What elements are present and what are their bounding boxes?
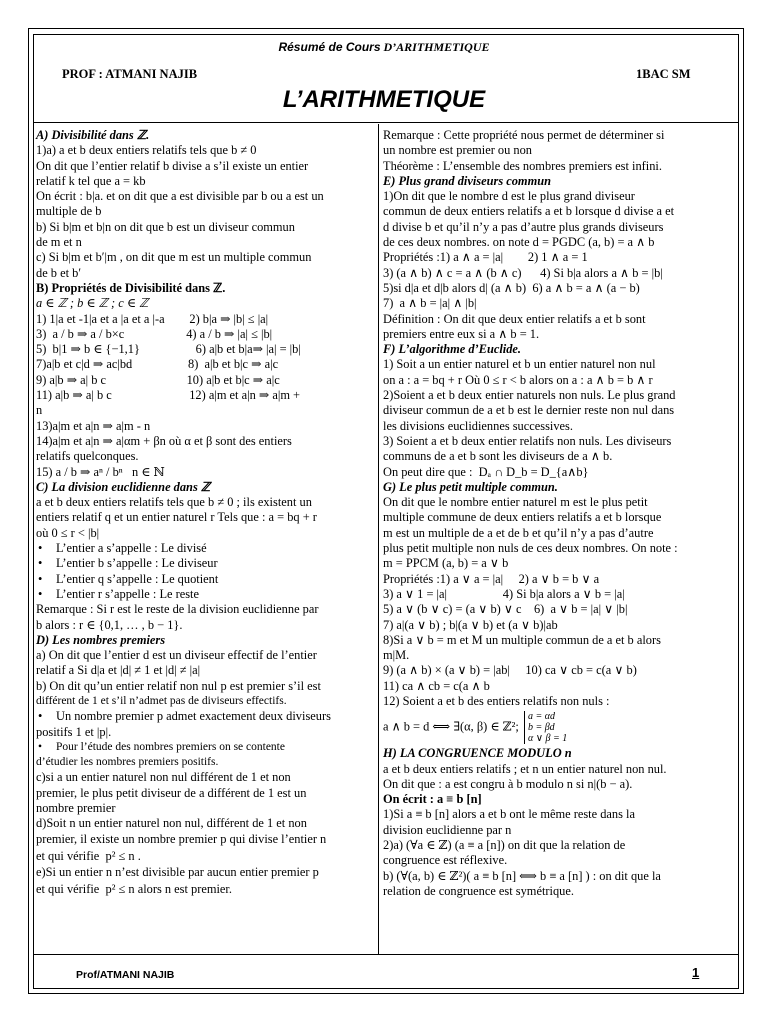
text-line: premier, il existe un nombre premier p qui divise l’entier n: [36, 831, 327, 846]
section-heading: A) Divisibilité dans ℤ.: [36, 128, 150, 142]
text-line: n: [36, 403, 43, 418]
teacher-name: PROF : ATMANI NAJIB: [62, 67, 198, 81]
section-heading: H) LA CONGRUENCE MODULO n: [383, 746, 572, 761]
property-line: Propriétés :1) a ∧ a = |a| 2) 1 ∧ a = 1: [383, 250, 588, 265]
system-line: [383, 711, 734, 744]
text-line: d divise b et qu’il n’y a pas d’autre plus grands diviseurs: [383, 219, 664, 234]
section-heading: E) Plus grand diviseurs commun: [383, 173, 551, 188]
remark-line: Remarque : Cette propriété nous permet de déterminer si: [383, 128, 665, 142]
text-line: 1)a) a et b deux entiers relatifs tels que b ≠ 0: [36, 143, 257, 158]
column-divider: [378, 124, 379, 954]
property-line: 11) a|b ⇒ a| b c 12) a|m et a|n ⇒ a|m +: [36, 388, 301, 403]
text-line: e)Si un entier n n’est divisible par aucun entier premier p: [36, 864, 319, 879]
text-line: 2)Soient a et b deux entier naturels non nuls. Le plus grand: [383, 388, 676, 403]
text-line: division euclidienne par n: [383, 822, 512, 837]
text-line: On dit que le nombre entier naturel m est le plus petit: [383, 495, 648, 510]
list-item: • L’entier a s’appelle : Le divisé: [36, 541, 374, 556]
text-line: nombre premier: [36, 801, 116, 816]
text-line: on a : a = bq + r Où 0 ≤ r < b alors on a : a ∧ b = b ∧ r: [383, 372, 653, 387]
text-line: On écrit : b|a. et on dit que a est divisible par b ou a est un: [36, 189, 324, 204]
property-line: 14)a|m et a|n ⇒ a|αm + βn où α et β sont des entiers: [36, 433, 292, 448]
text-line: m|M.: [383, 648, 410, 663]
text-line: de b et b′: [36, 265, 82, 280]
property-line: 7) a|(a ∨ b) ; b|(a ∨ b) et (a ∨ b)|ab: [383, 617, 558, 632]
list-item: • L’entier r s’appelle : Le reste: [36, 587, 374, 602]
text-line: commun de deux entiers relatifs a et b lorsque d divise a et: [383, 204, 675, 219]
right-column: [383, 128, 734, 899]
equation-system: [524, 711, 567, 744]
property-line: 1) 1|a et -1|a et a |a et a |-a 2) b|a ⇒ |b| ≤ |a|: [36, 311, 269, 326]
property-line: Propriétés :1) a ∨ a = |a| 2) a ∨ b = b ∨ a: [383, 571, 600, 586]
property-line: 5) a ∨ (b ∨ c) = (a ∨ b) ∨ c 6) a ∨ b = |a| ∨ |b|: [383, 602, 628, 617]
formula-line: On peut dire que : Dₐ ∩ D_b = D_{a∧b}: [383, 464, 589, 479]
property-line: 7) a ∧ b = |a| ∧ |b|: [383, 296, 477, 311]
gcd-equivalence: a ∧ b = d ⟺ ∃(α, β) ∈ ℤ²;: [383, 719, 519, 734]
text-line: relation de congruence est symétrique.: [383, 883, 574, 898]
list-item: • Un nombre premier p admet exactement deux diviseurs: [36, 709, 374, 724]
text-line: b) Si b|m et b|n on dit que b est un diviseur commun: [36, 219, 295, 234]
text-line: a et b deux entiers relatifs ; et n un entier naturel non nul.: [383, 761, 667, 776]
text-line: un nombre est premier ou non: [383, 143, 532, 158]
text-line: et qui vérifie p² ≤ n .: [36, 848, 141, 863]
text-line: les divisions euclidiennes successives.: [383, 418, 573, 433]
text-line: a et b deux entiers relatifs tels que b ≠ 0 ; ils existent un: [36, 495, 312, 510]
text-line: m est un multiple de a et de b et qu’il n’y a pas d’autre: [383, 525, 654, 540]
text-line: relatif k tel que a = kb: [36, 173, 146, 188]
header-divider: [33, 122, 739, 123]
text-line: 1)On dit que le nombre d est le plus grand diviseur: [383, 189, 635, 204]
page-number: 1: [692, 965, 700, 980]
text-line: communs de a et b sont les diviseurs de a ∧ b.: [383, 449, 613, 464]
text-line: de ces deux nombres. on note d = PGDC (a, b) = a ∧ b: [383, 235, 655, 250]
left-column: [36, 128, 374, 898]
text-line: premiers entre eux si a ∧ b = 1.: [383, 326, 540, 341]
text-line: d’étudier les nombres premiers positifs.: [36, 756, 219, 769]
text-line: diviseur commun de a et b est le dernier reste non nul dans: [383, 403, 675, 418]
text-line: m = PPCM (a, b) = a ∨ b: [383, 556, 509, 571]
text-line: 8)Si a ∨ b = m et M un multiple commun de a et b alors: [383, 632, 661, 647]
footer-author: Prof/ATMANI NAJIB: [76, 969, 175, 981]
text-line: positifs 1 et |p|.: [36, 724, 112, 739]
text-line: c)si a un entier naturel non nul différent de 1 et non: [36, 770, 291, 785]
section-heading: D) Les nombres premiers: [36, 632, 166, 647]
section-heading: B) Propriétés de Divisibilité dans ℤ.: [36, 280, 226, 295]
property-line: 11) ca ∧ cb = c(a ∧ b: [383, 678, 490, 693]
property-line: 3) a / b ⇒ a / b×c 4) a / b ⇒ |a| ≤ |b|: [36, 326, 273, 341]
text-line: On dit que l’entier relatif b divise a s’il existe un entier: [36, 158, 309, 173]
text-line: entiers relatif q et un entier naturel r Tels que : a = bq + r: [36, 510, 317, 525]
text-line: On écrit : a ≡ b [n]: [383, 792, 482, 807]
text-line: et qui vérifie p² ≤ n alors n est premier.: [36, 882, 232, 897]
class-level: 1BAC SM: [636, 67, 691, 81]
text-line: premier, le plus petit diviseur de a différent de 1 est un: [36, 785, 307, 800]
text-line: où 0 ≤ r < |b|: [36, 525, 100, 540]
text-line: b alors : r ∈ {0,1, … , b − 1}.: [36, 617, 183, 632]
text-line: c) Si b|m et b′|m , on dit que m est un multiple commun: [36, 250, 312, 265]
property-line: 3) (a ∧ b) ∧ c = a ∧ (b ∧ c) 4) Si b|a alors a ∧ b = |b|: [383, 265, 663, 280]
property-line: 9) a|b ⇒ a| b c 10) a|b et b|c ⇒ a|c: [36, 372, 280, 387]
text-line: plus petit multiple non nuls de ces deux nombres. On note :: [383, 541, 678, 556]
property-line: 15) a / b ⇒ aⁿ / bⁿ n ∈ ℕ: [36, 464, 165, 479]
text-line: multiple de b: [36, 204, 102, 219]
list-item: • L’entier b s’appelle : Le diviseur: [36, 556, 374, 571]
section-heading: C) La division euclidienne dans ℤ: [36, 479, 211, 494]
formula-line: a ∈ ℤ ; b ∈ ℤ ; c ∈ ℤ: [36, 296, 149, 311]
text-line: d)Soit n un entier naturel non nul, différent de 1 et non: [36, 816, 307, 831]
system-row: α ∨ β = 1: [527, 733, 568, 745]
remark-line: Remarque : Si r est le reste de la division euclidienne par: [36, 602, 319, 617]
text-line: 12) Soient a et b des entiers relatifs non nuls :: [383, 693, 610, 708]
text-line: relatif a Si d|a et |d| ≠ 1 et |d| ≠ |a|: [36, 663, 201, 678]
text-line: 1)Si a ≡ b [n] alors a et b ont le même reste dans la: [383, 807, 635, 822]
definition-line: Définition : On dit que deux entier relatifs a et b sont: [383, 311, 646, 326]
footer-divider: [33, 954, 739, 955]
text-line: On dit que : a est congru à b modulo n si n|(b − a).: [383, 776, 633, 791]
property-line: 5) b|1 ⇒ b ∈ {−1,1} 6) a|b et b|a⇒ |a| = |b|: [36, 342, 301, 357]
text-line: a) On dit que l’entier d est un diviseur effectif de l’entier: [36, 648, 317, 663]
system-row: a = αd: [527, 711, 555, 723]
list-item: • L’entier q s’appelle : Le quotient: [36, 572, 374, 587]
property-line: 9) (a ∧ b) × (a ∨ b) = |ab| 10) ca ∨ cb = c(a ∨ b): [383, 663, 637, 678]
text-line: différent de 1 et s’il n’admet pas de diviseurs effectifs.: [36, 694, 287, 707]
section-heading: G) Le plus petit multiple commun.: [383, 479, 558, 494]
section-heading: F) L’algorithme d’Euclide.: [383, 342, 522, 357]
text-line: 2)a) (∀a ∈ ℤ) (a ≡ a [n]) on dit que la relation de: [383, 838, 626, 853]
property-line: 7)a|b et c|d ⇒ ac|bd 8) a|b et b|c ⇒ a|c: [36, 357, 279, 372]
text-line: de m et n: [36, 235, 82, 250]
page-title: L’ARITHMETIQUE: [282, 86, 486, 113]
list-item: • Pour l’étude des nombres premiers on se contente: [36, 740, 374, 755]
property-line: 3) a ∨ 1 = |a| 4) Si b|a alors a ∨ b = |a|: [383, 586, 625, 601]
text-line: multiple commune de deux entiers relatifs a et b lorsque: [383, 510, 662, 525]
text-line: 3) Soient a et b deux entier relatifs non nuls. Les diviseurs: [383, 433, 672, 448]
property-line: 5)si d|a et d|b alors d| (a ∧ b) 6) a ∧ b = a ∧ (a − b): [383, 280, 640, 295]
text-line: b) On dit qu’un entier relatif non nul p est premier s’il est: [36, 678, 321, 693]
text-line: relatifs quelconques.: [36, 449, 139, 464]
theorem-line: Théorème : L’ensemble des nombres premiers est infini.: [383, 158, 662, 173]
property-line: 13)a|m et a|n ⇒ a|m - n: [36, 418, 151, 433]
text-line: congruence est réflexive.: [383, 853, 508, 868]
system-row: b = βd: [527, 722, 555, 734]
text-line: b) (∀(a, b) ∈ ℤ²)( a ≡ b [n] ⟺ b ≡ a [n] ) : on dit que la: [383, 868, 661, 883]
text-line: 1) Soit a un entier naturel et b un entier naturel non nul: [383, 357, 656, 372]
course-summary-title: Résumé de Cours D’ARITHMETIQUE: [278, 40, 490, 54]
